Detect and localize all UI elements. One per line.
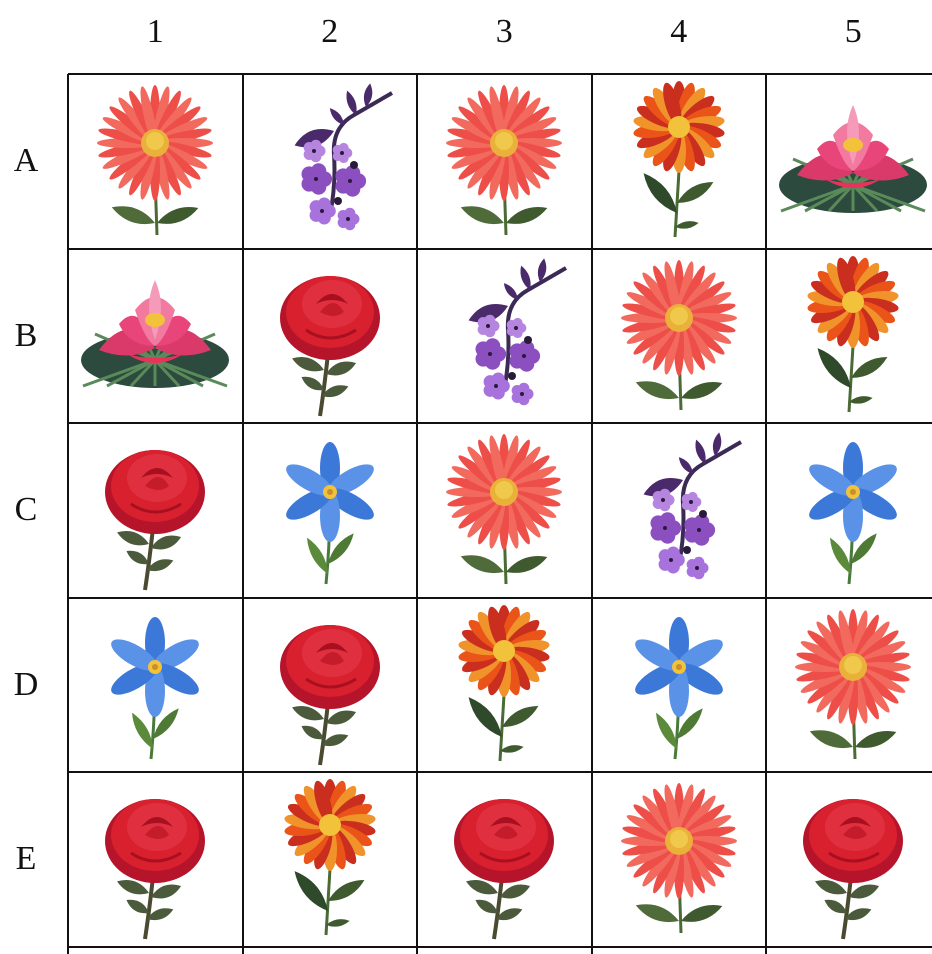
grid-cell-C1[interactable] bbox=[69, 424, 241, 596]
grid-cell-C4[interactable] bbox=[593, 424, 765, 596]
row-label-B: B bbox=[14, 316, 38, 354]
column-label-1: 1 bbox=[146, 13, 164, 50]
red-daisy-flower-icon bbox=[767, 599, 932, 771]
blue-star-flower-icon bbox=[244, 424, 416, 596]
blue-star-flower-icon bbox=[767, 424, 932, 596]
grid-cell-E5[interactable] bbox=[767, 773, 932, 945]
orange-gerbera-flower-icon bbox=[593, 75, 765, 247]
red-rose-icon bbox=[69, 424, 241, 596]
orange-gerbera-flower-icon bbox=[244, 773, 416, 945]
grid-cell-B2[interactable] bbox=[244, 250, 416, 422]
grid-cell-E3[interactable] bbox=[418, 773, 590, 945]
orange-gerbera-flower-icon bbox=[767, 250, 932, 422]
red-daisy-flower-icon bbox=[593, 250, 765, 422]
red-daisy-flower-icon bbox=[593, 773, 765, 945]
grid-cell-E2[interactable] bbox=[244, 773, 416, 945]
blue-star-flower-icon bbox=[69, 599, 241, 771]
grid-cell-D4[interactable] bbox=[593, 599, 765, 771]
grid-cell-A4[interactable] bbox=[593, 75, 765, 247]
grid-cell-D3[interactable] bbox=[418, 599, 590, 771]
red-daisy-flower-icon bbox=[69, 75, 241, 247]
grid-cell-D5[interactable] bbox=[767, 599, 932, 771]
red-rose-icon bbox=[418, 773, 590, 945]
grid-cell-C2[interactable] bbox=[244, 424, 416, 596]
grid-cell-D1[interactable] bbox=[69, 599, 241, 771]
row-label-C: C bbox=[14, 491, 38, 529]
grid-cell-B1[interactable] bbox=[69, 250, 241, 422]
red-daisy-flower-icon bbox=[418, 75, 590, 247]
grid-cell-C3[interactable] bbox=[418, 424, 590, 596]
purple-violet-branch-icon bbox=[593, 424, 765, 596]
grid-cell-A2[interactable] bbox=[244, 75, 416, 247]
grid-cell-E4[interactable] bbox=[593, 773, 765, 945]
grid-cell-C5[interactable] bbox=[767, 424, 932, 596]
purple-violet-branch-icon bbox=[418, 250, 590, 422]
orange-gerbera-flower-icon bbox=[418, 599, 590, 771]
grid-cell-D2[interactable] bbox=[244, 599, 416, 771]
row-label-A: A bbox=[13, 142, 39, 180]
grid-cell-A1[interactable] bbox=[69, 75, 241, 247]
red-rose-icon bbox=[244, 599, 416, 771]
grid-line-horizontal bbox=[68, 946, 932, 948]
row-label-E: E bbox=[15, 840, 37, 878]
pink-water-lily-icon bbox=[69, 250, 241, 422]
column-label-3: 3 bbox=[495, 13, 513, 50]
grid-cell-E1[interactable] bbox=[69, 773, 241, 945]
pink-water-lily-icon bbox=[767, 75, 932, 247]
grid-cell-A3[interactable] bbox=[418, 75, 590, 247]
column-label-4: 4 bbox=[670, 13, 688, 50]
red-daisy-flower-icon bbox=[418, 424, 590, 596]
column-label-5: 5 bbox=[844, 13, 862, 50]
red-rose-icon bbox=[244, 250, 416, 422]
grid-cell-A5[interactable] bbox=[767, 75, 932, 247]
grid-cell-B3[interactable] bbox=[418, 250, 590, 422]
red-rose-icon bbox=[767, 773, 932, 945]
column-label-2: 2 bbox=[321, 13, 339, 50]
grid-cell-B4[interactable] bbox=[593, 250, 765, 422]
grid-cell-B5[interactable] bbox=[767, 250, 932, 422]
purple-violet-branch-icon bbox=[244, 75, 416, 247]
blue-star-flower-icon bbox=[593, 599, 765, 771]
red-rose-icon bbox=[69, 773, 241, 945]
row-label-D: D bbox=[13, 665, 39, 703]
